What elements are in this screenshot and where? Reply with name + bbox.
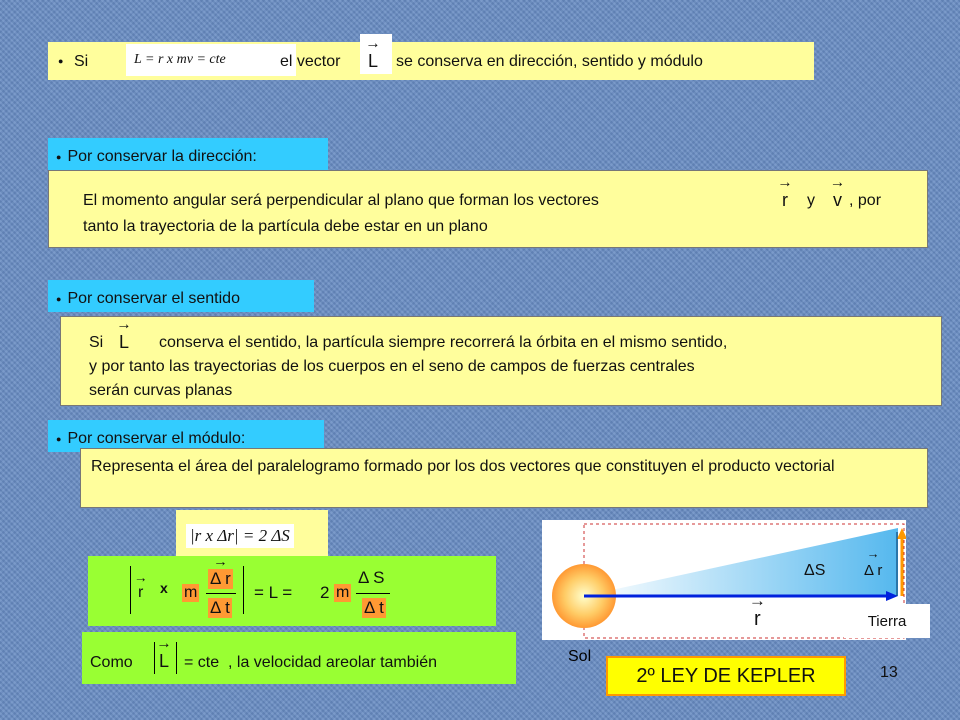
formula-two: 2 [320, 583, 330, 602]
kepler-title-box [606, 656, 846, 696]
intro-suffix: se conserva en dirección, sentido y módulo [396, 53, 703, 70]
tierra-label-box [844, 604, 930, 638]
sense-line1: conserva el sentido, la partícula siempre recorrerá la órbita en el mismo sentido, [159, 334, 728, 351]
intro-vector-l: → L [368, 51, 378, 72]
sol-label: Sol [568, 648, 592, 665]
como-abs-left [154, 642, 155, 674]
direction-line1-post: , por [849, 192, 882, 209]
page-number: 13 [880, 664, 898, 681]
formula-m1: m [184, 584, 198, 601]
bullet-icon: ● [58, 56, 64, 66]
formula-velocity-box [88, 556, 496, 626]
abs-bar-right [243, 566, 244, 614]
como-abs-right [176, 642, 177, 674]
direction-header-text: Por conservar la dirección: [67, 148, 257, 165]
radius-label: → r [754, 608, 761, 631]
swept-area [584, 528, 898, 596]
bullet-icon: ● [56, 152, 62, 162]
como-box [82, 632, 516, 684]
formula-r: → r [138, 584, 143, 602]
sense-header [48, 280, 314, 312]
formula-dt1: Δ t [210, 598, 230, 617]
como-eq: = cte [184, 654, 220, 671]
sense-line3: serán curvas planas [89, 382, 233, 399]
module-panel [80, 448, 928, 508]
fraction-bar-1 [206, 593, 236, 594]
module-header-text: Por conservar el módulo: [67, 430, 246, 447]
fraction-bar-2 [356, 593, 390, 594]
formula-area: |r x Δr| = 2 ΔS [186, 524, 294, 548]
intro-banner [48, 42, 814, 80]
direction-panel [48, 170, 928, 248]
intro-prefix: Si [74, 53, 89, 70]
intro-formula-text: L = r x mv = cte [134, 52, 226, 67]
bullet-icon: ● [56, 434, 62, 444]
sense-line2: y por tanto las trayectorias de los cuerpos en el seno de campos de fuerzas centrales [89, 358, 695, 375]
sense-pre: Si [89, 334, 104, 351]
bullet-icon: ● [56, 294, 62, 304]
delta-s-label: ΔS [804, 562, 826, 579]
direction-and: y [807, 192, 815, 209]
direction-line1-pre: El momento angular será perpendicular al plano que forman los vectores [83, 192, 599, 209]
como-vec-l: → L [159, 651, 169, 672]
formula-x: x [160, 580, 168, 596]
sense-vec-l: → L [119, 332, 129, 353]
formula-m2: m [336, 584, 350, 601]
sense-panel [60, 316, 942, 406]
direction-line2: tanto la trayectoria de la partícula debe estar en un plano [83, 218, 488, 235]
formula-dr: → Δ r [208, 569, 233, 589]
delta-r-label: → Δ r [864, 560, 882, 581]
como-text: Como [90, 654, 133, 671]
tierra-label: Tierra [867, 613, 907, 630]
sense-header-text: Por conservar el sentido [67, 290, 240, 307]
module-text: Representa el área del paralelogramo formado por los dos vectores que constituyen el producto vectorial [91, 458, 835, 475]
direction-vec-v: → v [833, 190, 842, 211]
intro-text: el vector [280, 53, 341, 70]
formula-eq: = L = [254, 583, 293, 602]
abs-bar-left [130, 566, 131, 614]
como-post: , la velocidad areolar también [228, 654, 438, 671]
formula-area-box [176, 510, 328, 558]
formula-ds: Δ S [358, 568, 385, 587]
kepler-title: 2º LEY DE KEPLER [636, 665, 816, 687]
direction-header [48, 138, 328, 170]
direction-vec-r: → r [782, 190, 788, 211]
delta-r-arrowhead [897, 528, 906, 539]
formula-dt2: Δ t [364, 598, 384, 617]
